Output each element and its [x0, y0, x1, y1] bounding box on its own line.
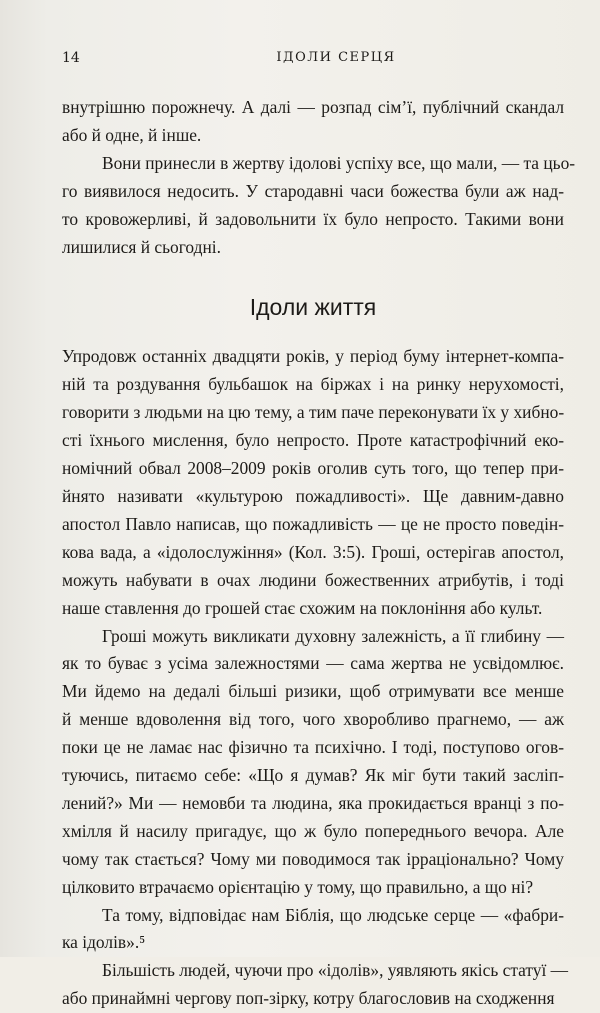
text-line: туючись, питаємо себе: «Що я думав? Як міг бути такий засліп- [62, 765, 564, 786]
text-line: наше ставлення до грошей стає схожим на поклоніння або культ. [62, 597, 543, 618]
body-text [62, 94, 576, 1013]
text-line: Упродовж останніх двадцяти років, у період буму інтернет-компа- [62, 346, 564, 367]
text-line: апостол Павло написав, що пожадливість — це не просто поведін- [62, 513, 564, 534]
text-line: Та тому, відповідає нам Біблія, що людське серце — «фабри- [102, 904, 564, 925]
text-line: ній та роздування бульбашок на біржах і на ринку нерухомості, [62, 374, 564, 395]
text-line: лишилися й сьогодні. [62, 236, 221, 257]
page-number: 14 [62, 50, 80, 66]
text-line: або й одне, й інше. [62, 124, 202, 145]
paragraph [62, 94, 564, 150]
paragraph [62, 902, 564, 958]
text-line: цілковито втрачаємо орієнтацію у тому, що правильно, а що ні? [62, 876, 534, 897]
paragraph [62, 957, 569, 1013]
text-line: Вони принесли в жертву ідолові успіху все, що мали, — та цьо- [102, 152, 576, 173]
text-line: кова вада, а «ідолослужіння» (Кол. 3:5). Гроші, остерігав апостол, [62, 541, 564, 562]
running-title: ІДОЛИ СЕРЦЯ [276, 50, 396, 65]
text-line: як то буває з усіма залежностями — сама жертва не усвідомлює. [62, 653, 564, 674]
text-line: Більшість людей, чуючи про «ідолів», уявляють якісь статуї — [102, 960, 569, 981]
paragraph [62, 623, 564, 902]
text-line: йнято називати «культурою пожадливості». Ще давним-давно [62, 485, 564, 506]
text-line: лений?» Ми — немовби та людина, яка прокидається вранці з по- [62, 792, 564, 813]
paragraph [62, 343, 564, 622]
text-line: говорити з людьми на цю тему, а тим паче переконувати їх у хибно- [62, 402, 565, 423]
text-line: чому так стається? Чому ми поводимося так ірраціонально? Чому [62, 848, 564, 869]
bottom-paragraphs [62, 343, 569, 1013]
text-line: Ми йдемо на дедалі більші ризики, щоб отримувати все менше [62, 681, 564, 702]
paragraph [62, 150, 576, 262]
text-line: поки це не ламає нас фізично та психічно. І тоді, поступово огов- [62, 737, 564, 758]
text-line: Гроші можуть викликати духовну залежність, а її глибину — [102, 625, 564, 646]
top-paragraphs [62, 94, 576, 261]
text-line: можуть набувати в очах людини божественних атрибутів, і тоді [62, 569, 564, 590]
text-line: хмілля й насилу пригадує, що ж було попереднього вечора. Але [62, 820, 564, 841]
text-line: сті їхнього мислення, було непросто. Проте катастрофічний еко- [62, 430, 564, 451]
text-line: номічний обвал 2008–2009 років оголив суть того, що тепер при- [62, 458, 564, 479]
text-line: ка ідолів».⁵ [62, 932, 146, 953]
text-line: го виявилося недосить. У стародавні часи божества були аж над- [62, 180, 564, 201]
section-title: Ідоли життя [249, 294, 377, 321]
text-line: то кровожерливі, й задовольнити їх було непросто. Такими вони [62, 208, 564, 229]
text-line: або принаймні чергову поп-зірку, котру благословив на сходження [62, 988, 555, 1009]
text-line: внутрішню порожнечу. А далі — розпад сім’ї, публічний скандал [62, 97, 564, 117]
page-header [62, 50, 560, 70]
text-line: й менше вдоволення від того, чого хворобливо прагнемо, — аж [62, 709, 564, 730]
